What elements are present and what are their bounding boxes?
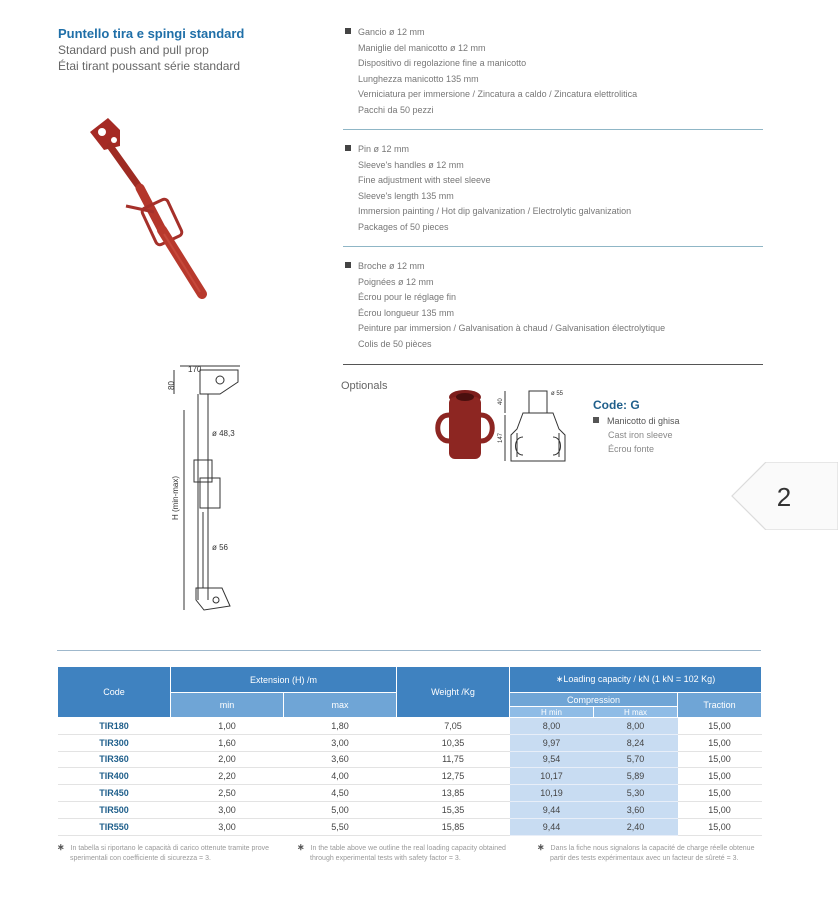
prop-photo bbox=[80, 110, 250, 300]
footnote-line: In tabella si riportano le capacità di carico ottenute tramite prove bbox=[70, 845, 269, 852]
header-loading-capacity: ∗Loading capacity / kN (1 kN = 102 Kg) bbox=[510, 667, 762, 693]
spec-line: Poignées ø 12 mm bbox=[358, 276, 434, 287]
dim-40-label: 40 bbox=[498, 398, 504, 405]
header-weight: Weight /Kg bbox=[397, 667, 510, 718]
cell-hmax: 5,30 bbox=[594, 785, 678, 802]
specs-italian bbox=[343, 25, 763, 119]
footnote-star: ∗ bbox=[537, 842, 545, 852]
footnote-line: Dans la fiche nous signalons la capacité de charge réelle obtenue bbox=[550, 845, 755, 852]
cell-max: 3,60 bbox=[284, 751, 397, 768]
footnote-star: ∗ bbox=[57, 842, 65, 852]
spec-line: Sleeve's handles ø 12 mm bbox=[358, 159, 464, 170]
table-row bbox=[58, 734, 762, 751]
dim-55-label: ø 55 bbox=[551, 391, 564, 397]
prop-illustration bbox=[90, 118, 202, 294]
divider bbox=[343, 364, 763, 365]
cell-traction: 15,00 bbox=[678, 734, 762, 751]
table-top-rule bbox=[57, 650, 761, 651]
footnote-french bbox=[537, 842, 761, 864]
page-number: 2 bbox=[776, 482, 792, 512]
divider bbox=[343, 129, 763, 130]
header-h-max: H max bbox=[594, 707, 678, 718]
cell-traction: 15,00 bbox=[678, 785, 762, 802]
header-traction: Traction bbox=[678, 693, 762, 718]
header-max: max bbox=[284, 693, 397, 718]
cell-traction: 15,00 bbox=[678, 751, 762, 768]
dim-56-label: ø 56 bbox=[212, 543, 229, 552]
footnote-english bbox=[297, 842, 522, 864]
table-row bbox=[58, 718, 762, 735]
cell-traction: 15,00 bbox=[678, 718, 762, 735]
code-g-line: Cast iron sleeve bbox=[608, 430, 673, 440]
header-h-min: H min bbox=[510, 707, 594, 718]
table-row bbox=[58, 751, 762, 768]
cell-weight: 15,85 bbox=[397, 818, 510, 835]
sleeve-drawing-lines bbox=[505, 391, 565, 461]
spec-line: Fine adjustment with steel sleeve bbox=[358, 175, 491, 186]
spec-line: Pin ø 12 mm bbox=[343, 142, 763, 158]
cell-min: 1,60 bbox=[171, 734, 284, 751]
optionals-label: Optionals bbox=[341, 380, 388, 392]
cell-weight: 10,35 bbox=[397, 734, 510, 751]
footnote-star: ∗ bbox=[297, 842, 305, 852]
cell-traction: 15,00 bbox=[678, 818, 762, 835]
cell-code: TIR400 bbox=[58, 768, 171, 785]
cell-hmin: 9,54 bbox=[510, 751, 594, 768]
cell-hmin: 10,17 bbox=[510, 768, 594, 785]
cell-weight: 13,85 bbox=[397, 785, 510, 802]
cell-traction: 15,00 bbox=[678, 801, 762, 818]
code-g-line: Écrou fonte bbox=[608, 444, 655, 454]
dim-80-label: 80 bbox=[167, 381, 176, 390]
loading-capacity-table bbox=[57, 666, 762, 836]
spec-line: Broche ø 12 mm bbox=[343, 259, 763, 275]
header-extension: Extension (H) /m bbox=[171, 667, 397, 693]
divider bbox=[343, 246, 763, 247]
cell-min: 2,50 bbox=[171, 785, 284, 802]
title-french: Étai tirant poussant série standard bbox=[58, 59, 241, 73]
cell-code: TIR450 bbox=[58, 785, 171, 802]
cell-weight: 12,75 bbox=[397, 768, 510, 785]
cell-weight: 11,75 bbox=[397, 751, 510, 768]
cell-min: 3,00 bbox=[171, 818, 284, 835]
cell-min: 2,00 bbox=[171, 751, 284, 768]
specs-french bbox=[343, 259, 763, 353]
cell-min: 3,00 bbox=[171, 801, 284, 818]
dim-h-label: H (min-max) bbox=[171, 476, 180, 520]
spec-line: Immersion painting / Hot dip galvanization / Electrolytic galvanization bbox=[358, 206, 632, 217]
spec-line: Maniglie del manicotto ø 12 mm bbox=[358, 42, 486, 53]
spec-line: Écrou pour le réglage fin bbox=[358, 292, 457, 303]
table-row bbox=[58, 818, 762, 835]
spec-line: Pacchi da 50 pezzi bbox=[358, 104, 434, 115]
dim-147-label: 147 bbox=[498, 432, 504, 443]
spec-line: Gancio ø 12 mm bbox=[343, 25, 763, 41]
spec-line: Dispositivo di regolazione fine a manicotto bbox=[358, 58, 527, 69]
table-row bbox=[58, 768, 762, 785]
footnote-italian bbox=[57, 842, 287, 864]
cell-hmax: 2,40 bbox=[594, 818, 678, 835]
code-g-title: Code: G bbox=[593, 398, 640, 412]
spec-line: Peinture par immersion / Galvanisation à chaud / Galvanisation électrolytique bbox=[358, 323, 666, 334]
footnote-line: In the table above we outline the real loading capacity obtained bbox=[310, 845, 506, 852]
title-english: Standard push and pull prop bbox=[58, 43, 209, 57]
cell-hmax: 3,60 bbox=[594, 801, 678, 818]
dim-48-label: ø 48,3 bbox=[212, 429, 235, 438]
title-italian: Puntello tira e spingi standard bbox=[58, 26, 245, 41]
cast-iron-sleeve-drawing bbox=[493, 385, 583, 470]
cell-traction: 15,00 bbox=[678, 768, 762, 785]
cell-max: 4,50 bbox=[284, 785, 397, 802]
header-compression: Compression bbox=[510, 693, 678, 707]
cell-hmin: 9,44 bbox=[510, 801, 594, 818]
cell-code: TIR500 bbox=[58, 801, 171, 818]
cell-max: 5,50 bbox=[284, 818, 397, 835]
cell-code: TIR360 bbox=[58, 751, 171, 768]
table-row bbox=[58, 801, 762, 818]
footnote-line: partir des tests expérimentaux avec un facteur de sûreté = 3. bbox=[550, 855, 739, 862]
table-row bbox=[58, 785, 762, 802]
header-code: Code bbox=[58, 667, 171, 718]
cell-hmin: 9,44 bbox=[510, 818, 594, 835]
drawing-lines bbox=[174, 366, 240, 610]
cell-code: TIR180 bbox=[58, 718, 171, 735]
cell-hmax: 8,24 bbox=[594, 734, 678, 751]
spec-line: Lunghezza manicotto 135 mm bbox=[358, 73, 479, 84]
spec-line: Colis de 50 pièces bbox=[358, 338, 432, 349]
spec-line: Sleeve's length 135 mm bbox=[358, 190, 454, 201]
cell-max: 3,00 bbox=[284, 734, 397, 751]
prop-technical-drawing bbox=[160, 360, 250, 620]
spec-line: Verniciatura per immersione / Zincatura a caldo / Zincatura elettrolitica bbox=[358, 89, 638, 100]
cell-max: 1,80 bbox=[284, 718, 397, 735]
cell-hmax: 8,00 bbox=[594, 718, 678, 735]
cell-hmax: 5,70 bbox=[594, 751, 678, 768]
spec-line: Packages of 50 pieces bbox=[358, 221, 449, 232]
cell-max: 5,00 bbox=[284, 801, 397, 818]
cell-hmin: 9,97 bbox=[510, 734, 594, 751]
cell-hmin: 8,00 bbox=[510, 718, 594, 735]
footnote-line: sperimentali con coefficiente di sicurezza = 3. bbox=[70, 855, 211, 862]
spec-line: Écrou longueur 135 mm bbox=[358, 307, 455, 318]
cell-min: 1,00 bbox=[171, 718, 284, 735]
cell-code: TIR300 bbox=[58, 734, 171, 751]
cell-code: TIR550 bbox=[58, 818, 171, 835]
footnote-line: through experimental tests with safety factor = 3. bbox=[310, 855, 461, 862]
cell-weight: 15,35 bbox=[397, 801, 510, 818]
sleeve-photo-shape bbox=[438, 390, 493, 459]
cell-min: 2,20 bbox=[171, 768, 284, 785]
specs-english bbox=[343, 142, 763, 236]
dim-170-label: 170 bbox=[188, 365, 202, 374]
code-g-line: Manicotto di ghisa bbox=[593, 416, 680, 426]
cell-hmax: 5,89 bbox=[594, 768, 678, 785]
cast-iron-sleeve-photo bbox=[430, 385, 500, 470]
cell-hmin: 10,19 bbox=[510, 785, 594, 802]
cell-max: 4,00 bbox=[284, 768, 397, 785]
cell-weight: 7,05 bbox=[397, 718, 510, 735]
header-min: min bbox=[171, 693, 284, 718]
